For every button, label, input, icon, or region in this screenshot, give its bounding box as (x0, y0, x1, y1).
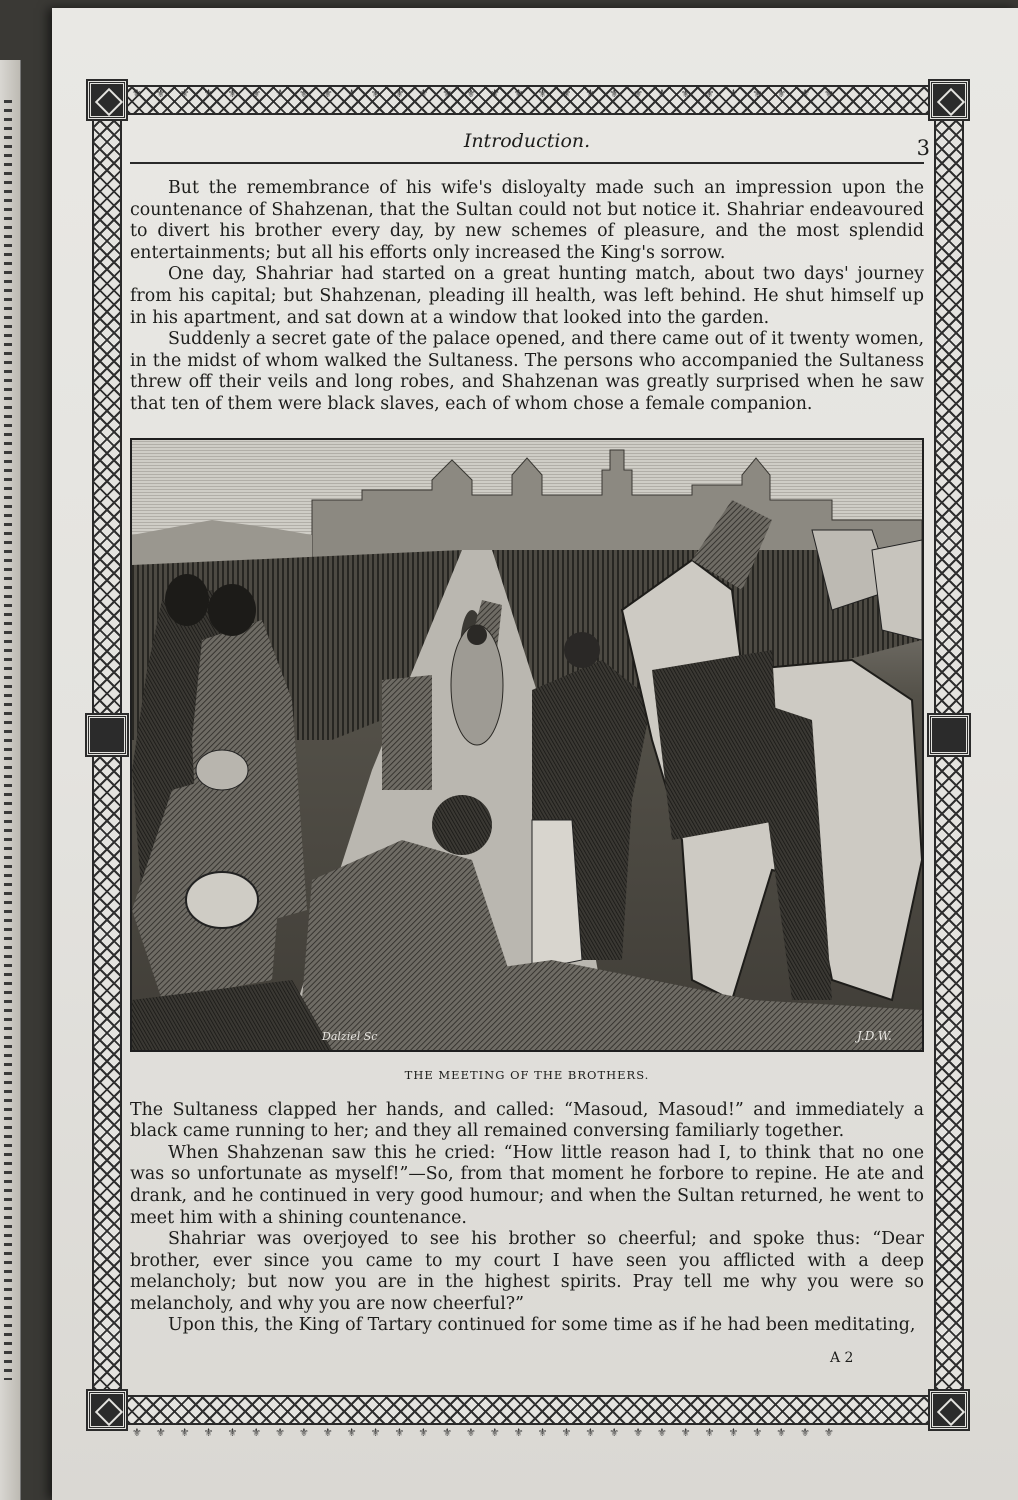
running-header (130, 130, 930, 164)
left-page-border-ornament (4, 100, 12, 1380)
page-content (130, 130, 930, 1390)
paragraph-5: When Shahzenan saw this he cried: “How little reason had I, to think that no one was so unfortunate as myself!”—So, from that moment he forbore to repine. He ate and drank, and he continued in very good humour; and when the Sultan returned, he went to meet him with a shining countenance. (130, 1142, 924, 1228)
signature-mark: A 2 (830, 1350, 854, 1366)
engraving-drawing (132, 440, 922, 1050)
border-right (934, 85, 964, 1425)
illustration-caption: THE MEETING OF THE BROTHERS. (404, 1067, 650, 1082)
corner-knot-bottom-right (930, 1391, 968, 1429)
page-number: 3 (916, 136, 930, 160)
border-bottom (92, 1395, 964, 1425)
side-knot-right (929, 715, 969, 755)
paragraph-7: Upon this, the King of Tartary continued for some time as if he had been meditating, (168, 1315, 916, 1336)
paragraph-2: One day, Shahriar had started on a great hunting match, about two days' journey from his capital; but Shahzenan, pleading ill health, was left behind. He shut himself up in his apartment, and sat down at a window that looked into the garden. (130, 264, 924, 328)
side-knot-left (87, 715, 127, 755)
fleur-de-lis-row-top: ⚜⚜⚜⚜⚜⚜⚜⚜⚜⚜⚜⚜⚜⚜⚜⚜⚜⚜⚜⚜⚜⚜⚜⚜⚜⚜⚜⚜⚜⚜ (132, 87, 848, 100)
engraving-illustration (130, 438, 924, 1052)
fleur-de-lis-row-bottom: ⚜⚜⚜⚜⚜⚜⚜⚜⚜⚜⚜⚜⚜⚜⚜⚜⚜⚜⚜⚜⚜⚜⚜⚜⚜⚜⚜⚜⚜⚜ (132, 1426, 848, 1439)
artist-monogram: J.D.W. (857, 1028, 892, 1043)
corner-knot-top-right (930, 81, 968, 119)
paragraph-1: But the remembrance of his wife's disloyalty made such an impression upon the countenance of Shahzenan, that the Sultan could not but notice it. Shahriar endeavoured to divert his brother every day, by new schemes of pleasure, and the most splendid entertainments; but all his efforts only increased the King's sorrow. (130, 178, 924, 263)
engraver-signature: Dalziel Sc (322, 1029, 378, 1043)
paragraph-4: The Sultaness clapped her hands, and called: “Masoud, Masoud!” and immediately a black came running to her; and they all remained conversing familiarly together. (130, 1099, 924, 1142)
border-left (92, 85, 122, 1425)
corner-knot-bottom-left (88, 1391, 126, 1429)
corner-knot-top-left (88, 81, 126, 119)
paragraph-6: Shahriar was overjoyed to see his brother so cheerful; and spoke thus: “Dear brother, ever since you came to my court I have seen you afflicted with a deep melancholy; but now you are in the highest spirits. Pray tell me why you were so melancholy, and why you are now cheerful?” (130, 1229, 924, 1314)
left-page-edge (0, 60, 21, 1500)
running-head-title: Introduction. (463, 130, 591, 152)
paragraph-3: Suddenly a secret gate of the palace opened, and there came out of it twenty women, in the midst of whom walked the Sultaness. The persons who accompanied the Sultaness threw off their veils and long robes, and Shahzenan was greatly surprised when he saw that ten of them were black slaves, each of whom chose a female companion. (130, 329, 924, 414)
